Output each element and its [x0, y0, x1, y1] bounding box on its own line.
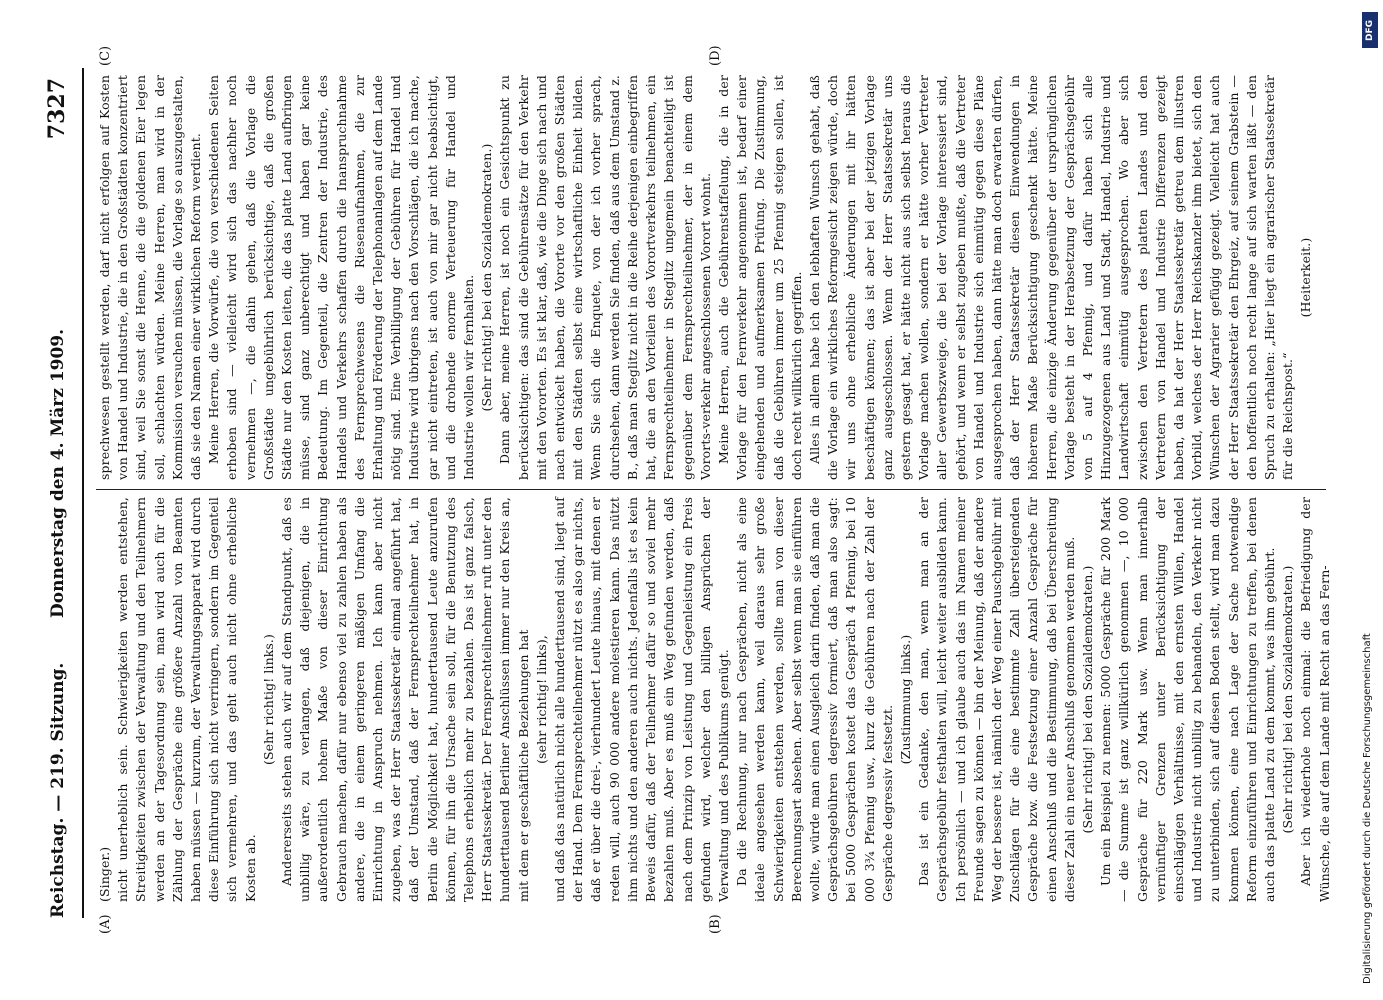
dfg-funding-note: Digitalisierung gefördert durch die Deutsche Forschungsgemeinschaft: [1362, 633, 1373, 984]
paragraph: Andererseits stehen auch wir auf dem Standpunkt, daß es unbillig wäre, zu verlangen, daß diejenigen, die in außerordentlich hohem Maße von dieser Einrichtung Gebrauch machen, dafür nur ebenso viel zu zahlen haben als andere, die in einem geringeren mäßigen Umfang die Einrichtung in Anspruch nehmen. Ich kann aber nicht zugeben, was der Herr Staatssekretär einmal angeführt hat, daß der Umstand, daß der Fernsprechteilnehmer hat, in Berlin die Möglichkeit hat, hunderttausend Leute anzurufen können, für ihn die Ursache sein soll, für die Benutzung des Telephons erheblich mehr zu bezahlen. Das ist ganz falsch, Herr Staatssekretär. Der Fernsprechteilnehmer ruft unter den hunderttausend Berliner Anschlüssen immer nur den Kreis an, mit dem er geschäftliche Beziehungen hat: [279, 497, 531, 902]
header-rule: [82, 68, 84, 918]
margin-marker-c: (C): [98, 45, 113, 66]
margin-marker-b: (B): [708, 914, 723, 934]
paragraph: Meine Herren, auch die Gebührenstaffelung, die in der Vorlage für den Fernverkehr angenommen ist, bedarf einer eingehenden und aufmerksamen Prüfung. Die Zustimmung, daß die Gebühren immer um 25 Pfennig steigen sollen, ist doch recht willkürlich gegriffen.: [715, 75, 804, 480]
paragraph: nicht unerheblich sein. Schwierigkeiten werden entstehen, Streitigkeiten zwischen der Verwaltung und den Teilnehmern werden an der Tagesordnung sein, man wird auch für die Zählung der Gespräche eine größere Anzahl von Beamten haben müssen — kurzum, der Verwaltungsapparat wird durch diese Einführung sich nicht verringern, sondern im Gegenteil sich vermehren, und das geht auch nicht ohne erhebliche Kosten ab.: [115, 497, 258, 902]
paragraph: Um ein Beispiel zu nennen: 5000 Gespräche für 200 Mark — die Summe ist ganz willkürlich genommen —, 10 000 Gespräche für 220 Mark usw. Wenn man innerhalb vernünftiger Grenzen unter Berücksichtigung der einschlägigen Verhältnisse, mit den ernsten Willen, Handel und Industrie nicht unbillig zu behandeln, den Verkehr nicht zu unterbinden, sich auf diesen Boden stellt, wird man dazu kommen können, eine nach Lage der Sache notwendige Reform einzuführen und Einrichtungen zu treffen, bei denen auch das platte Land zu dem kommt, was ihm gebührt.: [1098, 497, 1277, 902]
paragraph: sprechwesen gestellt werden, darf nicht erfolgen auf Kosten von Handel und Industrie, die in den Großstädten konzentriert sind, weil Sie sonst die Henne, die die goldenen Eier legen soll, schlachten würden. Meine Herren, man wird in der Kommission versuchen müssen, die Vorlage so auszugestalten, daß sie den Namen einer wirklichen Reform verdient.: [97, 75, 204, 480]
dfg-logo: DFG: [1362, 12, 1378, 48]
page-header: [44, 78, 78, 918]
header-session: Reichstag. — 219. Sitzung.: [48, 662, 68, 918]
paragraph: Das ist ein Gedanke, den man, wenn man an der Gesprächsgebühr festhalten will, leicht weiter ausbilden kann. Ich persönlich — und ich glaube auch das im Namen meiner Freunde sagen zu können — bin der Meinung, daß der andere Weg der bessere ist, nämlich der Weg einer Pauschgebühr mit Zuschlägen für die eine bestimmte Zahl übersteigenden Gespräche bzw. die Festsetzung einer Anzahl Gespräche für einen Anschluß und die Bestimmung, daß bei Überschreitung dieser Zahl ein neuer Anschluß genommen werden muß.: [916, 497, 1077, 902]
paragraph: und daß das natürlich nicht alle hunderttausend sind, liegt auf der Hand. Dem Fernsprechteilnehmer nützt es also gar nichts, daß er über die drei-, vierhundert Leute hinaus, mit denen er reden will, auch 90 000 andere molestieren kann. Das nützt ihm nichts und den anderen auch nichts. Jedenfalls ist es kein Beweis dafür, daß der Teilnehmer dafür so und soviel mehr bezahlen muß. Aber es muß ein Weg gefunden werden, daß nach dem Prinzip von Leistung und Gegenleistung ein Preis gefunden wird, welcher den billigen Ansprüchen der Verwaltung und des Publikums genügt.: [552, 497, 731, 902]
paragraph: Da die Rechnung, nur nach Gesprächen, nicht als eine ideale angesehen werden kann, weil daraus sehr große Schwierigkeiten entstehen werden, sollte man von dieser Berechnungsart absehen. Aber selbst wenn man sie einführen wollte, würde man einen Ausgleich darin finden, daß man die Gesprächsgebühren degressiv formiert, daß man also sagt: bei 5000 Gesprächen kostet das Gespräch 4 Pfennig, bei 10 000 3¾ Pfennig usw., kurz die Gebühren nach der Zahl der Gespräche degressiv festsetzt.: [734, 497, 895, 902]
page-number: 7327: [44, 78, 70, 140]
margin-marker-a: (A): [98, 914, 113, 934]
dfg-credit-strip: [1358, 6, 1382, 996]
speaker-name: (Singer.): [97, 846, 112, 902]
paragraph: Aber ich wiederhole noch einmal: die Befriedigung der Wünsche, die auf dem Lande mit Recht an das Fern-: [1298, 497, 1332, 902]
interjection: (Sehr richtig! bei den Sozialdemokraten.): [479, 143, 495, 412]
text-column-left: [96, 497, 1334, 902]
paragraph: Meine Herren, die Vorwürfe, die von verschiedenen Seiten erhoben sind — vielleicht wird sich das nachher noch vernehmen —, die dahin gehen, daß die Vorlage die Großstädte ungebührlich berücksichtige, daß die großen Städte nur den Kosten leiten, die das platte Land aufbringen müsse, sind ganz unberechtigt und haben gar keine Bedeutung. Im Gegenteil, die Zentren der Industrie, des Handels und Verkehrs schaffen durch die Inanspruchnahme des Fernsprechwesens die Riesenaufnahmen, die zur Erhaltung und Förderung der Telephonanlagen auf dem Lande nötig sind. Eine Verbilligung der Gebühren für Handel und Industrie wird übrigens nach den Vorschlägen, die ich mache, gar nicht eintreten, ist auch von mir gar nicht beabsichtigt, und die drohende enorme Verteuerung für Handel und Industrie wollen wir fernhalten.: [206, 75, 477, 480]
interjection: (Sehr richtig! bei den Sozialdemokraten.): [1280, 565, 1296, 834]
margin-marker-d: (D): [708, 45, 723, 66]
interjection: (Heiterkeit.): [1298, 237, 1314, 318]
paragraph: Dann aber, meine Herren, ist noch ein Gesichtspunkt zu berücksichtigen: das sind die Gebührensätze für den Verkehr mit den Vororten. Es ist klar, daß, wie die Dinge sich nach und nach entwickelt haben, die Vororte vor den großen Städten mit den Städten selbst eine wirtschaftliche Einheit bilden. Wenn Sie sich die Enquete, von der ich vorher sprach, durchsehen, dann werden Sie finden, daß aus dem Umstand z. B., daß man Steglitz nicht in die Reihe derjenigen einbegriffen hat, die an den Vorteilen des Vorortverkehrs teilnehmen, ein Fernsprechteilnehmer in Steglitz ungemein benachteiligt ist gegenüber dem Fernsprechteilnehmer, der in einem dem Vororts-verkehr angeschlossenen Vorort wohnt.: [497, 75, 713, 480]
interjection: (sehr richtig! links),: [533, 635, 549, 764]
interjection: (Zustimmung links.): [897, 634, 913, 765]
text-column-right: [96, 75, 1316, 480]
interjection: (Sehr richtig! bei den Sozialdemokraten.): [1079, 565, 1095, 834]
column-divider: [96, 489, 1326, 490]
paragraph: Alles in allem habe ich den lebhaften Wunsch gehabt, daß die Vorlage ein wirkliches Reformgesicht zeigen würde, doch wir uns ohne erhebliche Änderungen mit ihr hätten beschäftigen können; das ist aber bei der jetzigen Vorlage ganz ausgeschlossen. Wenn der Herr Staatssekretär uns gestern gesagt hat, er hätte nicht aus sich selbst heraus die Vorlage machen wollen, sondern er hätte vorher Vertreter aller Gewerbszweige, die bei der Vorlage interessiert sind, gehört, und wenn er selbst zugeben mußte, daß die Vertreter von Handel und Industrie sich einmütig gegen diese Pläne ausgesprochen haben, dann hätte man doch erwarten dürfen, daß der Herr Staatssekretär diesen Einwendungen in höherem Maße Berücksichtigung geschenkt hätte. Meine Herren, die einzige Änderung gegenüber der ursprünglichen Vorlage besteht in der Herabsetzung der Gesprächsgebühr von 5 auf 4 Pfennig, und dafür haben sich alle Hinzugezogenen aus Land und Stadt, Handel, Industrie und Landwirtschaft einmütig ausgesprochen. Wo aber sich zwischen den Vertretern des platten Landes und den Vertretern von Handel und Industrie Differenzen gezeigt haben, da hat der Herr Staatssekretär getreu dem illustren Vorbild, welches der Herr Reichskanzler ihm bietet, sich den Wünschen der Agrarier gefügig gezeigt. Vielleicht hat auch der Herr Staatssekretär den Ehrgeiz, auf seinem Grabstein — den hoffentlich noch recht lange auf sich warten läßt — den Spruch zu erhalten: „Hier liegt ein agrarischer Staatssekretär für die Reichspost.“: [806, 75, 1296, 480]
header-date: Donnerstag den 4. März 1909.: [48, 328, 68, 618]
interjection: (Sehr richtig! links.): [260, 634, 276, 765]
